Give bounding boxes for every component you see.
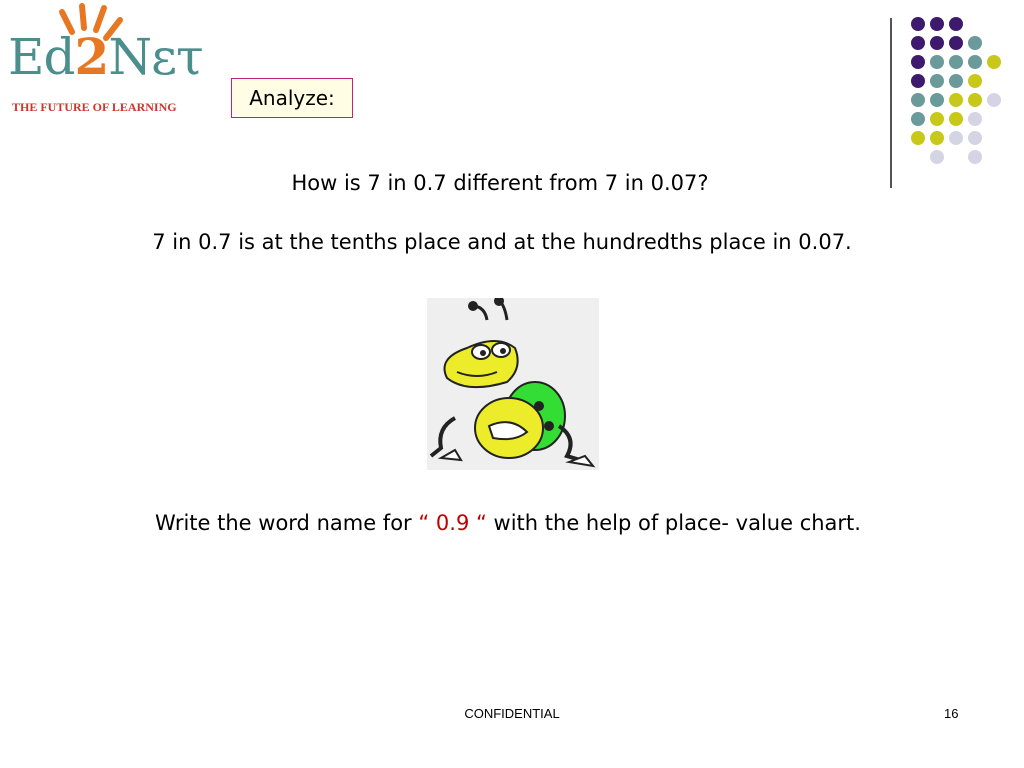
decor-dot [930,150,944,164]
slide-heading: Analyze: [249,86,335,110]
slide-heading-box [231,78,353,118]
decor-dot [949,36,963,50]
logo [4,2,204,118]
decor-dot [949,74,963,88]
dot-pattern [900,10,1010,170]
decor-dot [987,93,1001,107]
decor-dot [911,55,925,69]
decor-dot [930,36,944,50]
decor-dot [911,112,925,126]
decor-dot [911,131,925,145]
decor-dot [911,74,925,88]
footer-label: CONFIDENTIAL [464,706,560,721]
decor-dot [968,131,982,145]
page-number: 16 [944,706,959,721]
decor-dot [911,36,925,50]
decor-dot [968,74,982,88]
decor-dot [930,55,944,69]
decor-dot [968,36,982,50]
bug-cartoon-image [427,298,599,470]
brand-name: Ed2Nετ [8,27,203,86]
decor-dot [930,74,944,88]
decor-dot [930,93,944,107]
decor-dot [911,17,925,31]
decor-dot [987,55,1001,69]
prompt-text: Write the word name for “ 0.9 “ with the help of place- value chart. [155,511,861,535]
decor-dot [949,112,963,126]
decor-dot [949,55,963,69]
vertical-divider [890,18,892,188]
decor-dot [968,112,982,126]
decor-dot [930,131,944,145]
decor-dot [930,17,944,31]
decor-dot [968,55,982,69]
decor-dot [968,93,982,107]
decor-dot [949,17,963,31]
question-text: How is 7 in 0.7 different from 7 in 0.07? [291,171,709,195]
decor-dot [930,112,944,126]
brand-tagline: THE FUTURE OF LEARNING [12,100,177,114]
decor-dot [968,150,982,164]
decor-dot [949,93,963,107]
decor-dot [949,131,963,145]
decor-dot [911,93,925,107]
answer-text: 7 in 0.7 is at the tenths place and at the hundredths place in 0.07. [152,230,852,254]
highlighted-value: “ 0.9 “ [418,511,487,535]
